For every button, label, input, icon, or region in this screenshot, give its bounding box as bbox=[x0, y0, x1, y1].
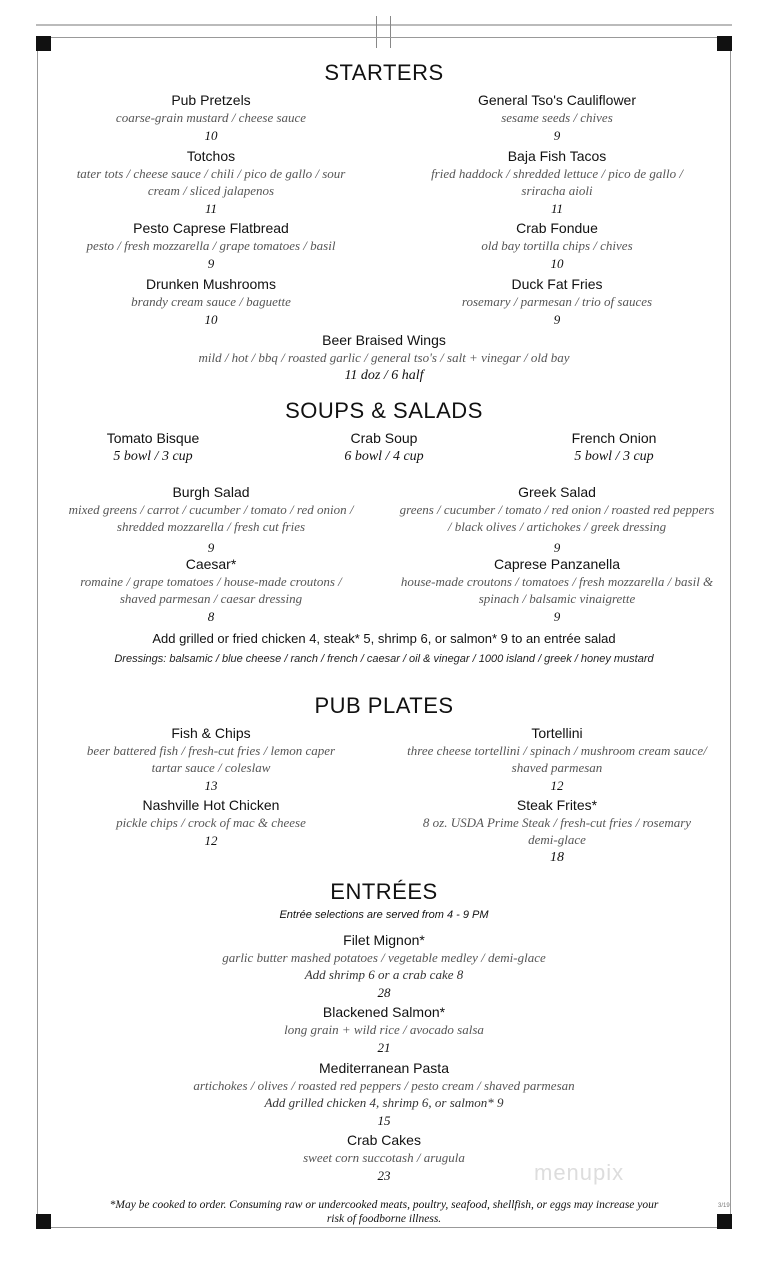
item-name: Duck Fat Fries bbox=[511, 276, 603, 292]
item-name: Burgh Salad bbox=[172, 484, 250, 500]
menu-item bbox=[387, 91, 727, 145]
menu-item bbox=[86, 724, 336, 795]
item-name: Pub Pretzels bbox=[171, 92, 251, 108]
top-rule bbox=[36, 24, 732, 26]
item-price: 5 bowl / 3 cup bbox=[574, 449, 654, 464]
item-price: 8 bbox=[207, 609, 215, 624]
menu-item bbox=[66, 91, 356, 145]
corner-mark bbox=[36, 1214, 51, 1229]
menu-item bbox=[427, 147, 687, 218]
section-title-soups-salads: SOUPS & SALADS bbox=[285, 398, 483, 423]
item-price: 10 bbox=[204, 312, 218, 327]
item-name: Totchos bbox=[186, 148, 236, 164]
section-title-entrees: ENTRÉES bbox=[330, 879, 438, 904]
item-desc: mild / hot / bbq / roasted garlic / general tso's / salt + vinegar / old bay bbox=[198, 350, 570, 365]
menu-item bbox=[407, 796, 707, 867]
item-name: Tortellini bbox=[531, 725, 583, 741]
menu-item bbox=[73, 429, 233, 466]
item-desc: sweet corn succotash / arugula bbox=[303, 1150, 465, 1165]
item-desc: romaine / grape tomatoes / house-made croutons / shaved parmesan / caesar dressing bbox=[80, 574, 342, 606]
menu-item bbox=[387, 555, 727, 626]
entree-hours-note: Entrée selections are served from 4 - 9 PM bbox=[279, 909, 489, 921]
item-desc: sesame seeds / chives bbox=[501, 110, 613, 125]
item-name: Crab Cakes bbox=[347, 1132, 421, 1148]
footnote: *May be cooked to order. Consuming raw or undercooked meats, poultry, seafood, shellfish, or eggs may increase your risk of foodborne illness. bbox=[109, 1199, 659, 1225]
item-price: 15 bbox=[377, 1113, 391, 1128]
item-price: 23 bbox=[377, 1168, 391, 1183]
item-name: Greek Salad bbox=[518, 484, 596, 500]
menu-item bbox=[407, 724, 707, 795]
item-price: 12 bbox=[204, 833, 218, 848]
item-desc: greens / cucumber / tomato / red onion / roasted red peppers / black olives / artichokes / greek dressing bbox=[399, 502, 715, 534]
menu-item bbox=[66, 147, 356, 218]
corner-mark bbox=[717, 1214, 732, 1229]
item-name: Steak Frites* bbox=[516, 797, 598, 813]
menu-item bbox=[60, 931, 708, 1002]
item-price: 28 bbox=[377, 985, 391, 1000]
item-price: 12 bbox=[550, 778, 564, 793]
item-add-on: Add shrimp 6 or a crab cake 8 bbox=[304, 967, 464, 982]
item-price: 10 bbox=[550, 256, 564, 271]
item-price: 6 bowl / 4 cup bbox=[344, 449, 424, 464]
item-name: Nashville Hot Chicken bbox=[142, 797, 280, 813]
menu-item bbox=[66, 275, 356, 329]
menu-item bbox=[66, 796, 356, 850]
item-price: 13 bbox=[204, 778, 218, 793]
item-desc: rosemary / parmesan / trio of sauces bbox=[461, 294, 653, 309]
item-desc: coarse-grain mustard / cheese sauce bbox=[115, 110, 307, 125]
item-name: General Tso's Cauliflower bbox=[477, 92, 637, 108]
menu-item bbox=[56, 219, 366, 273]
item-price: 9 bbox=[553, 312, 561, 327]
item-desc: house-made croutons / tomatoes / fresh mozzarella / basil & spinach / balsamic vinaigrette bbox=[400, 574, 714, 606]
item-name: Pesto Caprese Flatbread bbox=[133, 220, 289, 236]
item-name: Blackened Salmon* bbox=[322, 1004, 446, 1020]
item-name: Fish & Chips bbox=[171, 725, 251, 741]
menu-item bbox=[66, 483, 356, 557]
item-price: 10 bbox=[204, 128, 218, 143]
item-price: 5 bowl / 3 cup bbox=[113, 449, 193, 464]
item-add-on: Add grilled chicken 4, shrimp 6, or salmon* 9 bbox=[264, 1095, 504, 1110]
item-desc: 8 oz. USDA Prime Steak / fresh-cut fries / rosemary demi-glace bbox=[422, 815, 692, 847]
menu-item bbox=[60, 1059, 708, 1130]
item-price: 9 bbox=[553, 540, 561, 555]
menu-item bbox=[60, 1003, 708, 1057]
menu-item bbox=[387, 275, 727, 329]
item-price: 9 bbox=[553, 609, 561, 624]
item-price: 9 bbox=[207, 256, 215, 271]
item-desc: three cheese tortellini / spinach / mushroom cream sauce/ shaved parmesan bbox=[407, 743, 707, 775]
item-name: Beer Braised Wings bbox=[322, 332, 446, 348]
item-desc: mixed greens / carrot / cucumber / tomato / red onion / shredded mozzarella / fresh cut fries bbox=[68, 502, 354, 534]
item-desc: old bay tortilla chips / chives bbox=[481, 238, 633, 253]
menu-item bbox=[387, 219, 727, 273]
item-name: Mediterranean Pasta bbox=[319, 1060, 449, 1076]
section-title-pub-plates: PUB PLATES bbox=[314, 693, 454, 718]
item-name: Filet Mignon* bbox=[343, 932, 425, 948]
menu-item bbox=[76, 555, 346, 626]
item-name: Caesar* bbox=[185, 556, 237, 572]
item-name: Drunken Mushrooms bbox=[146, 276, 276, 292]
item-desc: artichokes / olives / roasted red peppers / pesto cream / shaved parmesan bbox=[193, 1078, 575, 1093]
menu-item bbox=[60, 331, 708, 385]
section-title-starters: STARTERS bbox=[324, 60, 444, 85]
item-desc: tater tots / cheese sauce / chili / pico de gallo / sour cream / sliced jalapenos bbox=[76, 166, 346, 198]
item-price: 18 bbox=[550, 850, 564, 865]
menu-item bbox=[304, 429, 464, 466]
salad-add-on: Add grilled or fried chicken 4, steak* 5, shrimp 6, or salmon* 9 to an entrée salad bbox=[152, 631, 616, 646]
menu-item bbox=[397, 483, 717, 557]
item-desc: beer battered fish / fresh-cut fries / lemon caper tartar sauce / coleslaw bbox=[86, 743, 336, 775]
item-name: Baja Fish Tacos bbox=[507, 148, 607, 164]
item-desc: garlic butter mashed potatoes / vegetable medley / demi-glace bbox=[222, 950, 546, 965]
item-desc: pesto / fresh mozzarella / grape tomatoes / basil bbox=[86, 238, 336, 253]
item-name: French Onion bbox=[571, 430, 657, 446]
item-price: 9 bbox=[553, 128, 561, 143]
dressings-list: Dressings: balsamic / blue cheese / ranch / french / caesar / oil & vinegar / 1000 island / greek / honey mustard bbox=[114, 653, 654, 665]
item-price: 11 bbox=[550, 201, 564, 216]
item-desc: brandy cream sauce / baguette bbox=[131, 294, 291, 309]
item-price: 9 bbox=[207, 540, 215, 555]
item-price: 11 bbox=[204, 201, 218, 216]
item-desc: pickle chips / crock of mac & cheese bbox=[116, 815, 306, 830]
item-price: 21 bbox=[377, 1040, 391, 1055]
item-desc: long grain + wild rice / avocado salsa bbox=[284, 1022, 484, 1037]
item-desc: fried haddock / shredded lettuce / pico de gallo / sriracha aioli bbox=[431, 166, 683, 198]
corner-mark bbox=[36, 36, 51, 51]
item-name: Caprese Panzanella bbox=[493, 556, 621, 572]
item-name: Crab Fondue bbox=[516, 220, 598, 236]
item-name: Tomato Bisque bbox=[106, 430, 200, 446]
item-price: 11 doz / 6 half bbox=[344, 368, 424, 383]
watermark: menupix bbox=[534, 1160, 625, 1185]
menu-item bbox=[534, 429, 694, 466]
item-name: Crab Soup bbox=[350, 430, 418, 446]
corner-mark bbox=[717, 36, 732, 51]
page-code: 3/19 bbox=[718, 1203, 730, 1209]
